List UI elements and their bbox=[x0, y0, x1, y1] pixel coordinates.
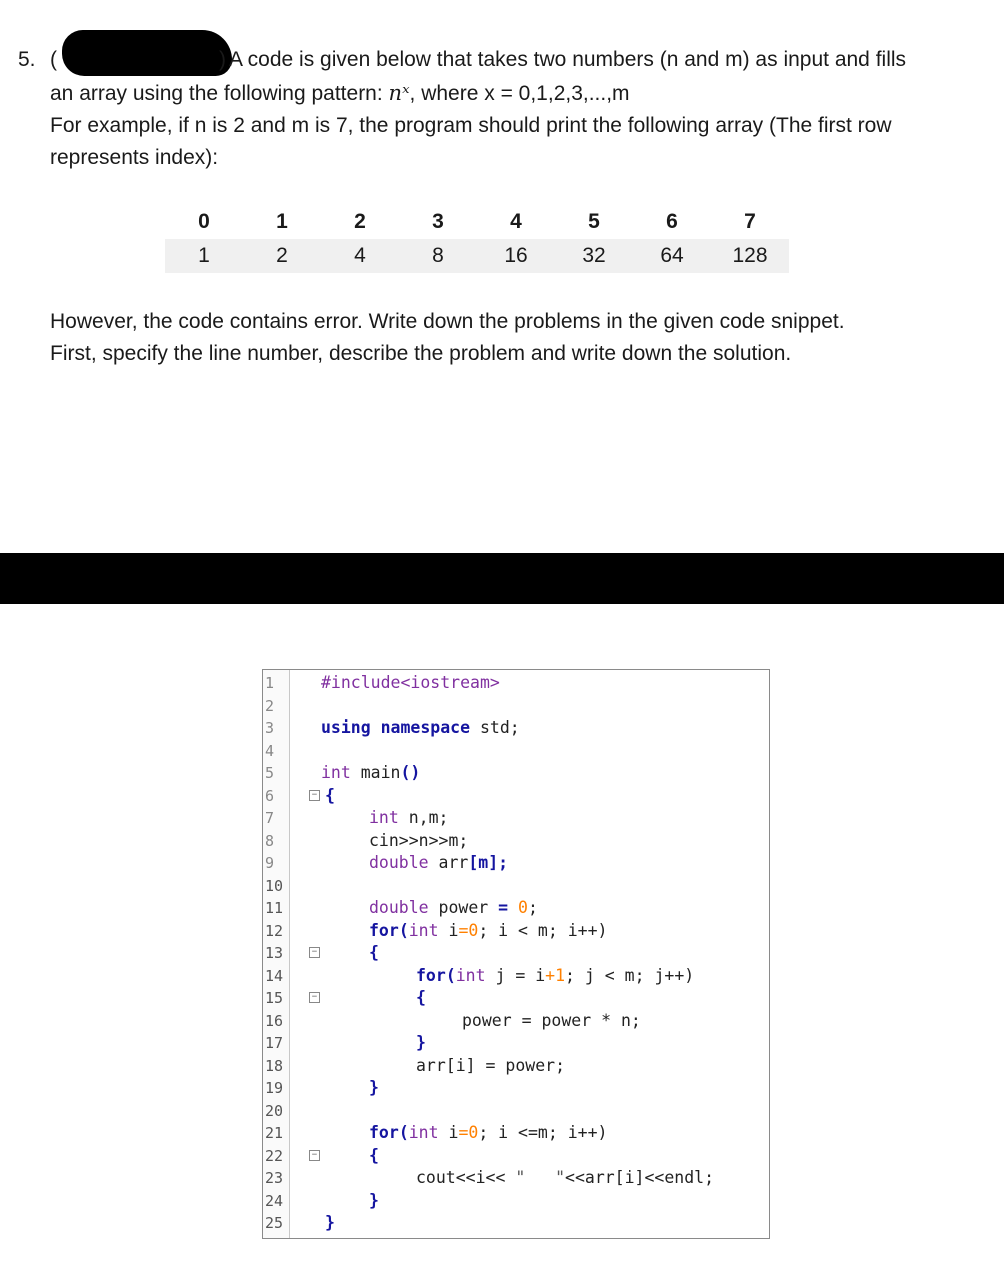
line-number: 21 bbox=[265, 1124, 284, 1142]
open-paren: ( bbox=[50, 48, 57, 71]
type-keyword: double bbox=[369, 898, 429, 917]
question-number: 5. bbox=[18, 48, 36, 71]
question-line-2 bbox=[50, 77, 630, 111]
value-cell: 16 bbox=[477, 239, 555, 273]
line-number: 10 bbox=[265, 876, 284, 895]
code-line-5 bbox=[321, 762, 420, 785]
code-number: =0 bbox=[458, 920, 479, 940]
code-line-24: } bbox=[369, 1190, 379, 1210]
index-row bbox=[165, 205, 789, 239]
fold-toggle-icon[interactable]: − bbox=[309, 992, 320, 1003]
question-line-2-post: , where x = 0,1,2,3,...,m bbox=[409, 82, 630, 105]
code-string: " " bbox=[515, 1168, 566, 1187]
line-number: 8 bbox=[265, 831, 275, 850]
code-line-13: { bbox=[369, 943, 379, 962]
fold-toggle-icon[interactable]: − bbox=[309, 947, 320, 958]
type-keyword: int bbox=[321, 763, 351, 782]
index-cell: 4 bbox=[510, 210, 522, 233]
code-line-3 bbox=[321, 717, 520, 740]
code-line-21 bbox=[369, 1122, 607, 1145]
code-line-23 bbox=[416, 1167, 714, 1190]
line-number: 6 bbox=[265, 786, 275, 805]
line-number: 16 bbox=[265, 1011, 284, 1030]
code-operator: [m]; bbox=[468, 853, 509, 872]
code-line-22: { bbox=[369, 1145, 379, 1165]
index-cell: 6 bbox=[666, 210, 678, 233]
code-text: ; bbox=[527, 898, 538, 917]
keyword: for bbox=[416, 965, 446, 985]
code-operator: = bbox=[498, 898, 509, 917]
redaction-scribble bbox=[62, 30, 232, 76]
keyword: for bbox=[369, 920, 399, 940]
value-cell: 4 bbox=[321, 239, 399, 273]
code-text: arr bbox=[428, 853, 469, 872]
code-number: 0 bbox=[508, 898, 528, 917]
code-number: +1 bbox=[545, 965, 566, 985]
value-cell: 128 bbox=[711, 239, 789, 273]
question-line-1: A code is given below that takes two numbers (n and m) as input and fills bbox=[229, 48, 907, 71]
code-line-19: } bbox=[369, 1078, 379, 1097]
line-number: 4 bbox=[265, 741, 275, 760]
code-operator: ( bbox=[398, 1123, 409, 1142]
index-cell: 3 bbox=[432, 210, 444, 233]
code-line-12 bbox=[369, 920, 607, 943]
code-text: ; j < m; j++) bbox=[565, 965, 695, 985]
line-number: 19 bbox=[265, 1079, 284, 1097]
type-keyword: int bbox=[408, 1123, 439, 1142]
line-number: 22 bbox=[265, 1146, 284, 1165]
code-text: i bbox=[438, 1123, 459, 1142]
fold-toggle-icon[interactable]: − bbox=[309, 790, 320, 801]
code-text: n,m; bbox=[398, 808, 449, 827]
question-line-4: represents index): bbox=[50, 146, 219, 169]
value-cell: 2 bbox=[243, 239, 321, 273]
index-cell: 0 bbox=[198, 210, 210, 233]
code-operator: ( bbox=[398, 920, 409, 940]
code-operator: ( bbox=[445, 965, 456, 985]
code-line-7 bbox=[369, 807, 448, 830]
code-line-16: power = power * n; bbox=[462, 1010, 641, 1030]
code-line-15: { bbox=[416, 988, 426, 1007]
code-line-18: arr[i] = power; bbox=[416, 1055, 566, 1075]
index-cell: 1 bbox=[276, 210, 288, 233]
code-text: ; i < m; i++) bbox=[478, 920, 608, 940]
code-text: power bbox=[428, 898, 499, 917]
redaction-bar bbox=[0, 553, 1004, 604]
fold-toggle-icon[interactable]: − bbox=[309, 1150, 320, 1161]
value-cell: 64 bbox=[633, 239, 711, 273]
line-number: 20 bbox=[265, 1101, 284, 1120]
code-line-11 bbox=[369, 897, 538, 920]
code-text: <<arr[i]<<endl; bbox=[565, 1168, 715, 1187]
question-line-2-pre: an array using the following pattern: bbox=[50, 82, 389, 105]
line-number: 1 bbox=[265, 674, 275, 692]
code-text: main bbox=[350, 763, 401, 782]
value-cell: 8 bbox=[399, 239, 477, 273]
example-array-table bbox=[165, 205, 789, 273]
value-cell: 1 bbox=[165, 239, 243, 273]
line-number: 15 bbox=[265, 989, 284, 1007]
value-cell: 32 bbox=[555, 239, 633, 273]
line-number: 24 bbox=[265, 1191, 284, 1210]
keyword: using namespace bbox=[321, 718, 471, 737]
code-line-6: { bbox=[325, 785, 335, 805]
line-number: 2 bbox=[265, 696, 275, 715]
pattern-formula: nˣ bbox=[388, 81, 410, 105]
line-number: 14 bbox=[265, 966, 284, 985]
line-number: 17 bbox=[265, 1034, 284, 1052]
code-text: i bbox=[438, 920, 459, 940]
type-keyword: int bbox=[369, 808, 399, 827]
line-number: 5 bbox=[265, 764, 275, 782]
close-paren: ) bbox=[219, 48, 226, 71]
type-keyword: int bbox=[455, 965, 486, 985]
type-keyword: double bbox=[369, 853, 429, 872]
code-line-9 bbox=[369, 852, 508, 875]
question-line-3: For example, if n is 2 and m is 7, the program should print the following array (The first row bbox=[50, 114, 892, 137]
index-cell: 7 bbox=[744, 210, 756, 233]
code-snippet bbox=[262, 669, 770, 1239]
question-line-6: First, specify the line number, describe the problem and write down the solution. bbox=[50, 342, 792, 365]
code-text: j = i bbox=[485, 965, 546, 985]
line-number: 7 bbox=[265, 809, 275, 827]
line-number: 18 bbox=[265, 1056, 284, 1075]
code-line-8: cin>>n>>m; bbox=[369, 830, 469, 850]
line-number: 3 bbox=[265, 719, 275, 737]
keyword: for bbox=[369, 1123, 399, 1142]
index-cell: 2 bbox=[354, 210, 366, 233]
type-keyword: int bbox=[408, 920, 439, 940]
line-number: 25 bbox=[265, 1214, 284, 1232]
line-number: 12 bbox=[265, 921, 284, 940]
line-number: 23 bbox=[265, 1169, 284, 1187]
code-line-1: #include<iostream> bbox=[321, 673, 500, 692]
index-cell: 5 bbox=[588, 210, 600, 233]
line-number: 13 bbox=[265, 944, 284, 962]
code-operator: () bbox=[400, 763, 421, 782]
code-text: cout<<i<< bbox=[416, 1168, 516, 1187]
value-row bbox=[165, 239, 789, 273]
code-text: ; i <=m; i++) bbox=[478, 1123, 608, 1142]
line-number: 9 bbox=[265, 854, 275, 872]
code-line-25: } bbox=[325, 1213, 335, 1232]
line-number: 11 bbox=[265, 899, 284, 917]
code-line-17: } bbox=[416, 1033, 426, 1052]
code-line-14 bbox=[416, 965, 694, 988]
question-line-5: However, the code contains error. Write down the problems in the given code snippet. bbox=[50, 310, 845, 333]
code-text: std; bbox=[470, 718, 520, 737]
code-number: =0 bbox=[458, 1123, 479, 1142]
